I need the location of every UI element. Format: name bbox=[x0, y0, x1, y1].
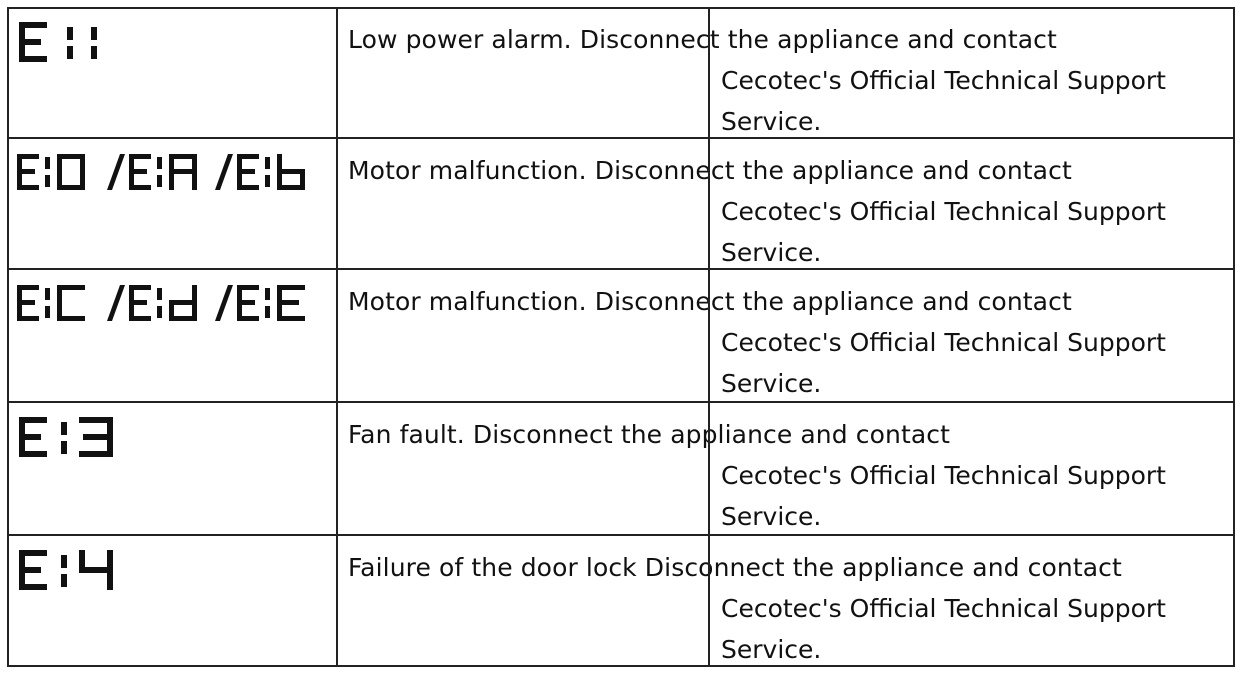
error-description-line1: Low power alarm. Disconnect the appliance and contact bbox=[348, 25, 1057, 54]
error-code-table bbox=[7, 7, 1235, 667]
segment-display-e14-icon bbox=[15, 545, 155, 595]
segment-display-e10-e1a-e1b-icon bbox=[15, 148, 325, 198]
error-description-line1: Failure of the door lock Disconnect the appliance and contact bbox=[348, 553, 1122, 582]
error-description-line3: Service. bbox=[721, 635, 822, 664]
table-row-e1c-e1d-e1e bbox=[7, 269, 1235, 402]
table-row-e14 bbox=[7, 535, 1235, 667]
error-description-line2: Cecotec's Official Technical Support bbox=[721, 328, 1166, 357]
error-description-line3: Service. bbox=[721, 107, 822, 136]
error-description-line2: Cecotec's Official Technical Support bbox=[721, 66, 1166, 95]
error-description-line2: Cecotec's Official Technical Support bbox=[721, 594, 1166, 623]
table-row-e11 bbox=[7, 7, 1235, 138]
error-description-line1: Motor malfunction. Disconnect the appliance and contact bbox=[348, 156, 1072, 185]
error-code-cell bbox=[7, 7, 337, 138]
error-description-line2: Cecotec's Official Technical Support bbox=[721, 461, 1166, 490]
error-description-line1: Fan fault. Disconnect the appliance and contact bbox=[348, 420, 951, 449]
table-row-e10-e1a-e1b bbox=[7, 138, 1235, 269]
error-code-cell bbox=[7, 402, 337, 535]
table-row-e13 bbox=[7, 402, 1235, 535]
segment-display-e13-icon bbox=[15, 412, 155, 462]
error-description-line3: Service. bbox=[721, 238, 822, 267]
error-description-line1: Motor malfunction. Disconnect the appliance and contact bbox=[348, 287, 1072, 316]
error-description-line2: Cecotec's Official Technical Support bbox=[721, 197, 1166, 226]
error-code-cell bbox=[7, 535, 337, 667]
error-code-cell bbox=[7, 269, 337, 402]
segment-display-e1c-e1d-e1e-icon bbox=[15, 279, 325, 329]
error-description-line3: Service. bbox=[721, 502, 822, 531]
error-description-line3: Service. bbox=[721, 369, 822, 398]
segment-display-e11-icon bbox=[15, 17, 155, 67]
error-code-cell bbox=[7, 138, 337, 269]
